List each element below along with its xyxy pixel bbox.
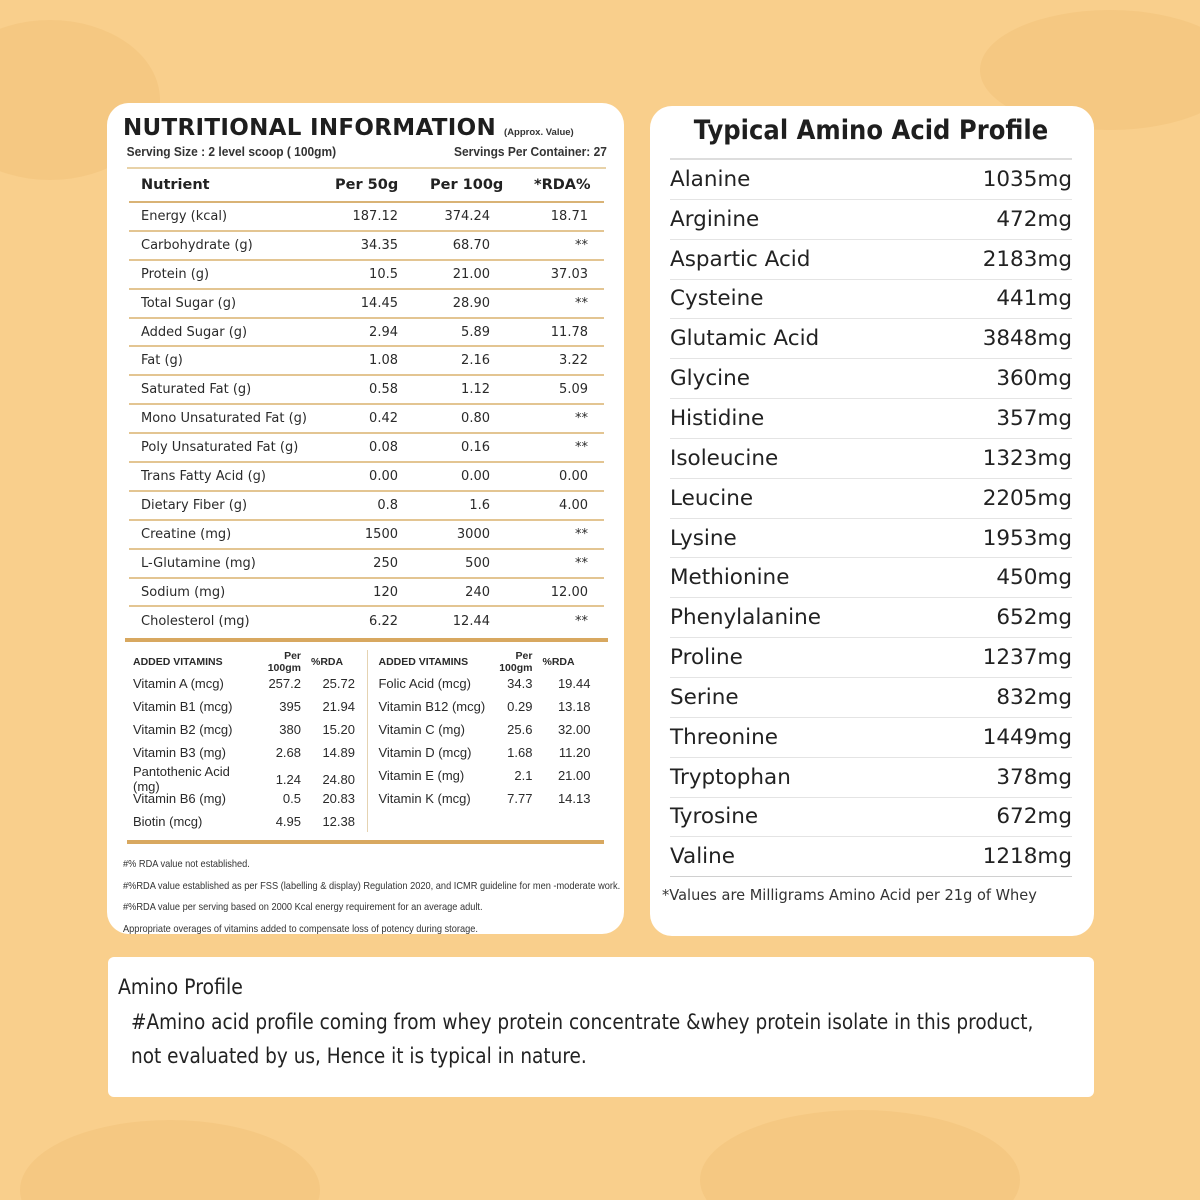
nutrient-row <box>129 607 604 636</box>
nutrient-name: Carbohydrate (g) <box>141 237 253 253</box>
vitamin-row <box>133 718 367 741</box>
nutrient-per-50g: 1.08 <box>369 353 398 369</box>
nutrient-per-100g: 1.12 <box>461 382 490 398</box>
vitamin-name: Vitamin B1 (mcg) <box>133 699 233 715</box>
amino-acid-name: Histidine <box>670 405 765 431</box>
nutrient-rda: ** <box>575 614 588 630</box>
amino-acid-name: Proline <box>670 645 743 671</box>
nutrient-per-100g: 0.16 <box>461 440 490 456</box>
approx-value-label: (Approx. Value) <box>504 127 574 138</box>
vitamins-header-per-100gm: Per 100gm <box>267 650 301 675</box>
nutrient-name: Mono Unsaturated Fat (g) <box>141 411 307 427</box>
vitamin-row <box>133 672 367 695</box>
amino-acid-value: 441mg <box>996 286 1072 312</box>
vitamin-row <box>133 741 367 764</box>
amino-acid-value: 2205mg <box>982 485 1072 511</box>
nutrient-rda: 4.00 <box>559 497 588 513</box>
nutrient-rda: 0.00 <box>559 468 588 484</box>
nutrient-row <box>129 463 604 492</box>
amino-acid-value: 450mg <box>996 565 1072 591</box>
nutrient-per-50g: 34.35 <box>360 237 398 253</box>
amino-acid-name: Lysine <box>670 525 737 551</box>
nutrition-title-row <box>123 115 610 141</box>
amino-profile-title: Amino Profile <box>118 975 243 999</box>
vitamin-row <box>378 672 606 695</box>
divider-thick <box>125 638 608 642</box>
nutrient-per-100g: 0.00 <box>461 468 490 484</box>
amino-acid-name: Tryptophan <box>670 764 791 790</box>
vitamin-row <box>133 787 367 810</box>
nutrient-name: Creatine (mg) <box>141 526 232 542</box>
amino-acid-row <box>670 837 1072 877</box>
nutrient-row <box>129 550 604 579</box>
nutrient-name: Cholesterol (mg) <box>141 614 250 630</box>
amino-acid-row <box>670 479 1072 519</box>
amino-note: *Values are Milligrams Amino Acid per 21g of Whey <box>662 886 1037 905</box>
amino-acid-name: Serine <box>670 684 739 710</box>
amino-acid-value: 357mg <box>996 405 1072 431</box>
amino-profile-card <box>108 957 1094 1097</box>
nutrient-rda: 5.09 <box>559 382 588 398</box>
vitamin-name: Vitamin K (mcg) <box>378 791 471 807</box>
amino-acid-row <box>670 399 1072 439</box>
nutrient-per-50g: 187.12 <box>352 208 398 224</box>
nutrient-rda: ** <box>575 526 588 542</box>
amino-acid-card <box>650 106 1094 936</box>
amino-acid-value: 652mg <box>996 605 1072 631</box>
nutrient-per-50g: 0.42 <box>369 411 398 427</box>
nutrient-table <box>129 169 604 636</box>
nutrient-per-50g: 250 <box>373 555 398 571</box>
vitamin-per-100gm: 1.68 <box>507 745 533 761</box>
amino-acid-value: 1449mg <box>982 724 1072 750</box>
header-rda: *RDA% <box>534 177 591 193</box>
serving-size: Serving Size : 2 level scoop ( 100gm) <box>126 144 337 159</box>
vitamin-per-100gm: 257.2 <box>268 676 301 692</box>
nutrient-row <box>129 261 604 290</box>
nutrient-per-100g: 21.00 <box>452 266 490 282</box>
amino-acid-list <box>670 160 1072 877</box>
vitamin-per-100gm: 1.24 <box>275 771 301 787</box>
vitamins-header <box>378 650 606 675</box>
serving-info <box>123 144 611 159</box>
amino-acid-name: Glycine <box>670 366 751 392</box>
nutrient-row <box>129 521 604 550</box>
nutrient-row <box>129 232 604 261</box>
amino-acid-row <box>670 160 1072 200</box>
nutrient-rda: 18.71 <box>550 208 588 224</box>
amino-acid-row <box>670 558 1072 598</box>
amino-acid-value: 832mg <box>996 684 1072 710</box>
vitamin-per-100gm: 34.3 <box>507 676 533 692</box>
vitamin-name: Vitamin B6 (mg) <box>133 791 226 807</box>
amino-profile-line: not evaluated by us, Hence it is typical in nature. <box>131 1044 587 1068</box>
nutrient-per-100g: 0.80 <box>461 411 490 427</box>
nutrient-rda: ** <box>575 555 588 571</box>
nutrient-per-50g: 10.5 <box>369 266 398 282</box>
vitamin-rda: 25.72 <box>322 676 355 692</box>
amino-acid-name: Valine <box>670 844 736 870</box>
nutrient-rda: ** <box>575 295 588 311</box>
vitamins-header-per-100gm: Per 100gm <box>499 650 533 675</box>
nutrient-row <box>129 579 604 608</box>
nutrient-name: Energy (kcal) <box>141 208 228 224</box>
nutrient-rda: ** <box>575 237 588 253</box>
nutrient-rda: 12.00 <box>550 584 588 600</box>
amino-acid-name: Tyrosine <box>670 804 759 830</box>
nutrient-name: Protein (g) <box>141 266 210 282</box>
amino-acid-row <box>670 319 1072 359</box>
amino-acid-name: Phenylalanine <box>670 605 821 631</box>
amino-acid-value: 1323mg <box>982 445 1072 471</box>
header-per-50g: Per 50g <box>335 177 399 193</box>
amino-acid-name: Threonine <box>670 724 778 750</box>
nutrient-rda: 37.03 <box>550 266 588 282</box>
nutrient-per-100g: 12.44 <box>452 614 490 630</box>
vitamin-per-100gm: 7.77 <box>507 791 533 807</box>
nutrition-card <box>107 103 624 934</box>
nutrient-row <box>129 203 604 232</box>
amino-acid-value: 378mg <box>996 764 1072 790</box>
nutrient-row <box>129 290 604 319</box>
background-decoration <box>20 1120 320 1200</box>
vitamin-per-100gm: 395 <box>279 699 301 715</box>
amino-acid-row <box>670 200 1072 240</box>
footnotes <box>123 858 621 944</box>
nutrient-per-100g: 500 <box>465 555 490 571</box>
vitamin-row <box>378 741 606 764</box>
nutrient-per-100g: 240 <box>465 584 490 600</box>
nutrient-rda: ** <box>575 440 588 456</box>
vitamin-row <box>133 764 367 795</box>
nutrient-name: Poly Unsaturated Fat (g) <box>141 440 299 456</box>
nutrient-row <box>129 434 604 463</box>
vitamins-header-name: ADDED VITAMINS <box>378 656 469 669</box>
amino-acid-value: 1953mg <box>982 525 1072 551</box>
nutrient-per-100g: 3000 <box>456 526 490 542</box>
vitamin-rda: 21.00 <box>557 768 591 784</box>
nutrient-per-100g: 5.89 <box>461 324 490 340</box>
amino-acid-name: Alanine <box>670 166 751 192</box>
nutrition-title: NUTRITIONAL INFORMATION <box>123 115 497 141</box>
vitamin-rda: 20.83 <box>322 791 355 807</box>
amino-profile-text <box>131 1005 1081 1073</box>
amino-profile-line: #Amino acid profile coming from whey protein concentrate &whey protein isolate in this product, <box>131 1010 1034 1034</box>
amino-acid-row <box>670 718 1072 758</box>
vitamins-table-left <box>133 650 367 832</box>
nutrient-per-100g: 374.24 <box>444 208 490 224</box>
vitamin-rda: 12.38 <box>322 814 355 830</box>
amino-acid-row <box>670 678 1072 718</box>
nutrient-rda: 3.22 <box>559 353 588 369</box>
nutrient-per-100g: 28.90 <box>452 295 490 311</box>
vitamin-rda: 15.20 <box>322 722 355 738</box>
vitamin-rda: 14.13 <box>557 791 591 807</box>
nutrient-rda: 11.78 <box>550 324 588 340</box>
vitamin-row <box>133 695 367 718</box>
vitamin-per-100gm: 25.6 <box>507 722 533 738</box>
vitamin-row <box>378 787 606 810</box>
nutrient-row <box>129 347 604 376</box>
vitamin-row <box>378 718 606 741</box>
amino-acid-row <box>670 439 1072 479</box>
vitamin-row <box>378 695 606 718</box>
amino-acid-value: 1035mg <box>982 166 1072 192</box>
header-per-100g: Per 100g <box>430 177 504 193</box>
footnote: #%RDA value per serving based on 2000 Kcal energy requirement for an average adult. <box>123 901 483 914</box>
amino-acid-row <box>670 638 1072 678</box>
nutrient-per-100g: 68.70 <box>452 237 490 253</box>
footnote: #% RDA value not established. <box>123 858 250 871</box>
nutrient-name: L-Glutamine (mg) <box>141 555 256 571</box>
header-nutrient: Nutrient <box>141 177 210 193</box>
amino-title: Typical Amino Acid Profile <box>693 115 1049 146</box>
nutrient-per-50g: 14.45 <box>360 295 398 311</box>
vitamins-header <box>133 650 367 675</box>
nutrient-row <box>129 405 604 434</box>
vitamin-name: Vitamin D (mcg) <box>378 745 472 761</box>
nutrient-per-50g: 0.08 <box>369 440 398 456</box>
amino-acid-row <box>670 798 1072 838</box>
amino-acid-name: Glutamic Acid <box>670 326 820 352</box>
nutrient-per-50g: 6.22 <box>369 614 398 630</box>
nutrient-per-50g: 120 <box>373 584 398 600</box>
amino-acid-value: 1218mg <box>982 844 1072 870</box>
vitamin-rda: 32.00 <box>557 722 591 738</box>
nutrient-row <box>129 376 604 405</box>
amino-acid-name: Leucine <box>670 485 754 511</box>
amino-acid-value: 672mg <box>996 804 1072 830</box>
nutrient-per-50g: 0.8 <box>377 497 398 513</box>
divider-thick <box>127 840 604 844</box>
vitamin-per-100gm: 0.29 <box>507 699 533 715</box>
vitamin-per-100gm: 2.68 <box>275 745 301 761</box>
nutrient-per-50g: 0.00 <box>369 468 398 484</box>
nutrient-per-100g: 2.16 <box>461 353 490 369</box>
vitamins-table-right <box>367 650 606 832</box>
nutrient-row <box>129 319 604 348</box>
footnote: #%RDA value established as per FSS (labelling & display) Regulation 2020, and ICMR guideline for men -moderate work. <box>123 879 621 892</box>
vitamin-rda: 24.80 <box>322 771 355 787</box>
nutrient-table-header <box>129 169 604 203</box>
nutrient-name: Saturated Fat (g) <box>141 382 252 398</box>
amino-acid-value: 472mg <box>996 206 1072 232</box>
vitamin-per-100gm: 0.5 <box>282 791 301 807</box>
amino-acid-name: Methionine <box>670 565 790 591</box>
nutrient-row <box>129 492 604 521</box>
nutrient-per-50g: 0.58 <box>369 382 398 398</box>
amino-acid-name: Cysteine <box>670 286 764 312</box>
vitamin-row <box>133 810 367 833</box>
vitamins-header-name: ADDED VITAMINS <box>133 656 223 669</box>
amino-acid-row <box>670 240 1072 280</box>
amino-acid-row <box>670 758 1072 798</box>
nutrient-name: Dietary Fiber (g) <box>141 497 248 513</box>
vitamin-row <box>378 764 606 787</box>
vitamin-name: Pantothenic Acid (mg) <box>133 764 230 795</box>
vitamin-rda: 19.44 <box>557 676 591 692</box>
footnote: Appropriate overages of vitamins added to compensate loss of potency during storage. <box>123 922 478 935</box>
amino-acid-name: Isoleucine <box>670 445 779 471</box>
nutrient-per-50g: 1500 <box>364 526 398 542</box>
amino-acid-value: 360mg <box>996 366 1072 392</box>
amino-acid-value: 2183mg <box>982 246 1072 272</box>
vitamin-per-100gm: 380 <box>279 722 301 738</box>
vitamin-name: Vitamin C (mg) <box>378 722 465 738</box>
vitamin-name: Vitamin B3 (mg) <box>133 745 226 761</box>
amino-acid-name: Arginine <box>670 206 760 232</box>
nutrient-name: Added Sugar (g) <box>141 324 248 340</box>
vitamin-per-100gm: 2.1 <box>514 768 533 784</box>
vitamins-header-rda: %RDA <box>542 656 575 669</box>
vitamin-name: Folic Acid (mcg) <box>378 676 471 692</box>
amino-acid-value: 3848mg <box>982 326 1072 352</box>
nutrient-per-100g: 1.6 <box>469 497 490 513</box>
nutrient-name: Total Sugar (g) <box>141 295 237 311</box>
vitamins-header-rda: %RDA <box>311 656 344 669</box>
vitamin-name: Vitamin B2 (mcg) <box>133 722 233 738</box>
amino-acid-row <box>670 280 1072 320</box>
vitamin-rda: 14.89 <box>322 745 355 761</box>
vitamin-rda: 21.94 <box>322 699 355 715</box>
amino-acid-row <box>670 359 1072 399</box>
vitamin-name: Vitamin A (mcg) <box>133 676 224 692</box>
vitamin-per-100gm: 4.95 <box>275 814 301 830</box>
amino-acid-name: Aspartic Acid <box>670 246 811 272</box>
servings-per-container: Servings Per Container: 27 <box>454 144 607 159</box>
amino-acid-value: 1237mg <box>982 645 1072 671</box>
vitamin-rda: 13.18 <box>557 699 591 715</box>
vitamin-name: Biotin (mcg) <box>133 814 203 830</box>
nutrient-name: Trans Fatty Acid (g) <box>141 468 266 484</box>
background-decoration <box>700 1110 1020 1200</box>
nutrient-name: Sodium (mg) <box>141 584 226 600</box>
amino-acid-row <box>670 598 1072 638</box>
amino-acid-row <box>670 519 1072 559</box>
vitamin-rda: 11.20 <box>558 745 591 761</box>
nutrient-per-50g: 2.94 <box>369 324 398 340</box>
nutrient-rda: ** <box>575 411 588 427</box>
vitamin-name: Vitamin B12 (mcg) <box>378 699 486 715</box>
added-vitamins-section <box>133 650 606 832</box>
vitamin-name: Vitamin E (mg) <box>378 768 465 784</box>
nutrient-name: Fat (g) <box>141 353 183 369</box>
